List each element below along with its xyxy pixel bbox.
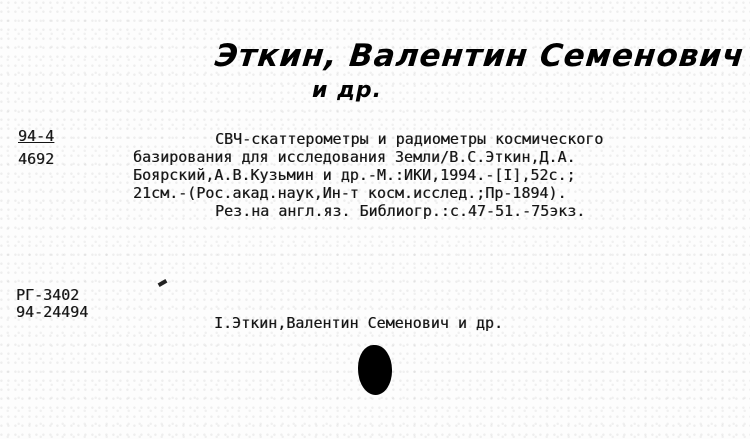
- description-line: 21см.-(Рос.акад.наук,Ин-т косм.исслед.;Пр-1894).: [133, 184, 567, 202]
- call-number: 94-24494: [16, 303, 89, 321]
- description-line: Боярский,А.В.Кузьмин и др.-М.:ИКИ,1994.-[I],52с.;: [133, 166, 576, 184]
- call-number: РГ-3402: [16, 286, 80, 304]
- handwritten-heading: Эткин, Валентин Семенович: [213, 38, 747, 74]
- shelf-number: 4692: [18, 150, 55, 168]
- description-line: СВЧ-скаттерометры и радиометры космического: [215, 130, 604, 148]
- added-entry-tracing: I.Эткин,Валентин Семенович и др.: [214, 314, 503, 332]
- description-line: Рез.на англ.яз. Библиогр.:с.47-51.-75экз.: [215, 202, 586, 220]
- shelf-mark: 94-4: [18, 127, 55, 145]
- description-line: базирования для исследования Земли/В.С.Эткин,Д.А.: [133, 148, 576, 166]
- ink-mark: [158, 279, 168, 287]
- handwritten-etal: и др.: [312, 78, 382, 103]
- punch-hole: [358, 345, 392, 395]
